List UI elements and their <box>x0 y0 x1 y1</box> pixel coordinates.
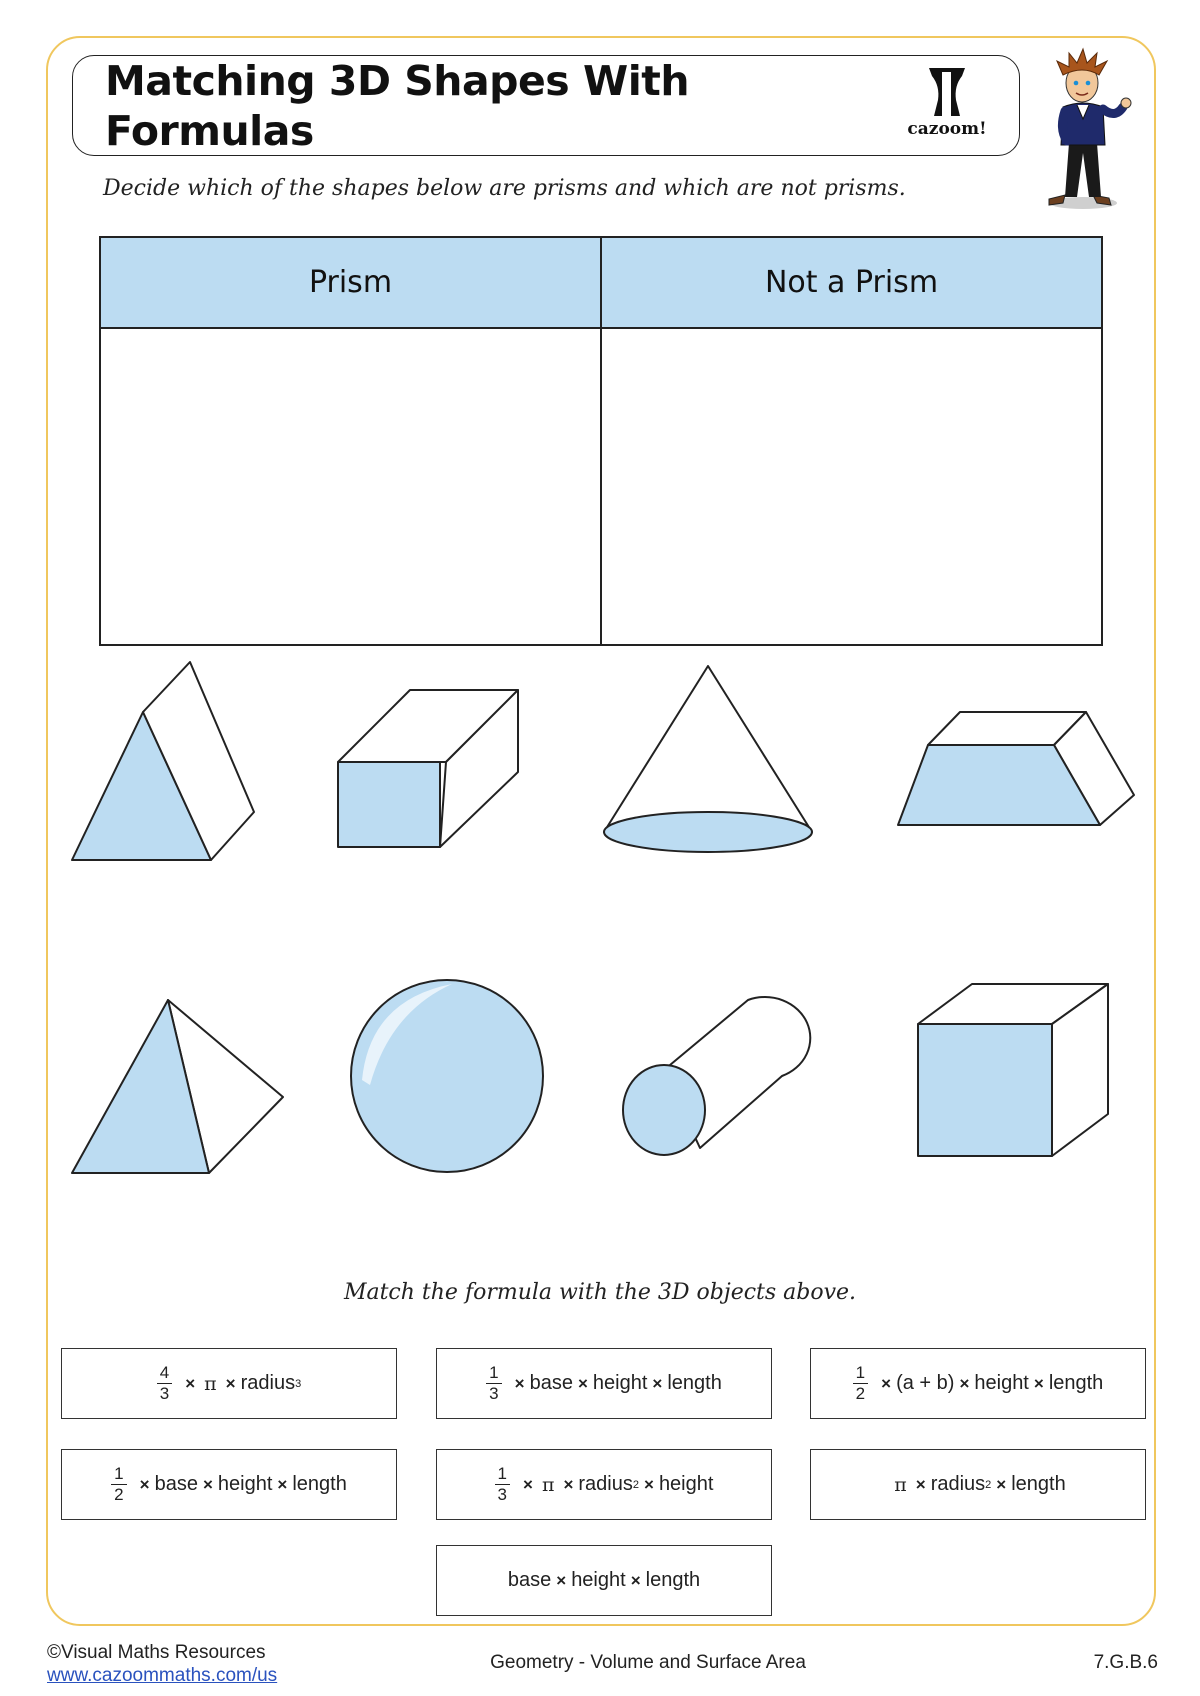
formula-card-trapezoidal-prism-volume[interactable]: $\frac{1}{2}$ × (a + b) × height × length <box>810 1348 1146 1419</box>
formula-card-cone-volume[interactable]: $\frac{1}{3}$ × π × radius 2 × height <box>436 1449 772 1520</box>
website-link[interactable]: www.cazoommaths.com/us <box>47 1665 278 1686</box>
sort-table <box>99 236 1103 646</box>
copyright-text: ©Visual Maths Resources <box>47 1642 266 1663</box>
page-title <box>105 56 745 156</box>
formula-card-cuboid-volume[interactable]: base × height × length <box>436 1545 772 1616</box>
fraction: $\frac{1}{3}$ <box>495 1465 510 1504</box>
title-line-1: Matching 3D Shapes With <box>105 57 690 105</box>
column-header-not-a-prism: Not a Prism <box>601 237 1102 328</box>
column-header-prism: Prism <box>100 237 601 328</box>
formula-card-pyramid-volume[interactable]: $\frac{1}{3}$ × base × height × length <box>436 1348 772 1419</box>
fraction: $\frac{4}{3}$ <box>157 1364 172 1403</box>
not-a-prism-drop-area[interactable] <box>601 328 1102 645</box>
sphere-icon[interactable] <box>351 980 543 1172</box>
fraction: $\frac{1}{3}$ <box>486 1364 501 1403</box>
cube-icon[interactable] <box>918 984 1108 1156</box>
formula-card-sphere-volume[interactable]: $\frac{4}{3}$ × π × radius 3 <box>61 1348 397 1419</box>
match-instruction-text: Match the formula with the 3D objects above. <box>343 1280 857 1305</box>
prism-drop-area[interactable] <box>100 328 601 645</box>
instruction-text: Decide which of the shapes below are prisms and which are not prisms. <box>103 176 906 201</box>
logo-text: cazoom! <box>907 119 987 139</box>
mascot-boy-icon <box>1035 45 1135 215</box>
formula-card-triangular-prism-volume[interactable]: $\frac{1}{2}$ × base × height × length <box>61 1449 397 1520</box>
footer-topic: Geometry - Volume and Surface Area <box>490 1652 806 1673</box>
formula-card-cylinder-volume[interactable]: π × radius 2 × length <box>810 1449 1146 1520</box>
title-line-2: Formulas <box>105 107 314 155</box>
fraction: $\frac{1}{2}$ <box>111 1465 126 1504</box>
footer-standard-code: 7.G.B.6 <box>1093 1652 1158 1673</box>
fraction: $\frac{1}{2}$ <box>853 1364 868 1403</box>
